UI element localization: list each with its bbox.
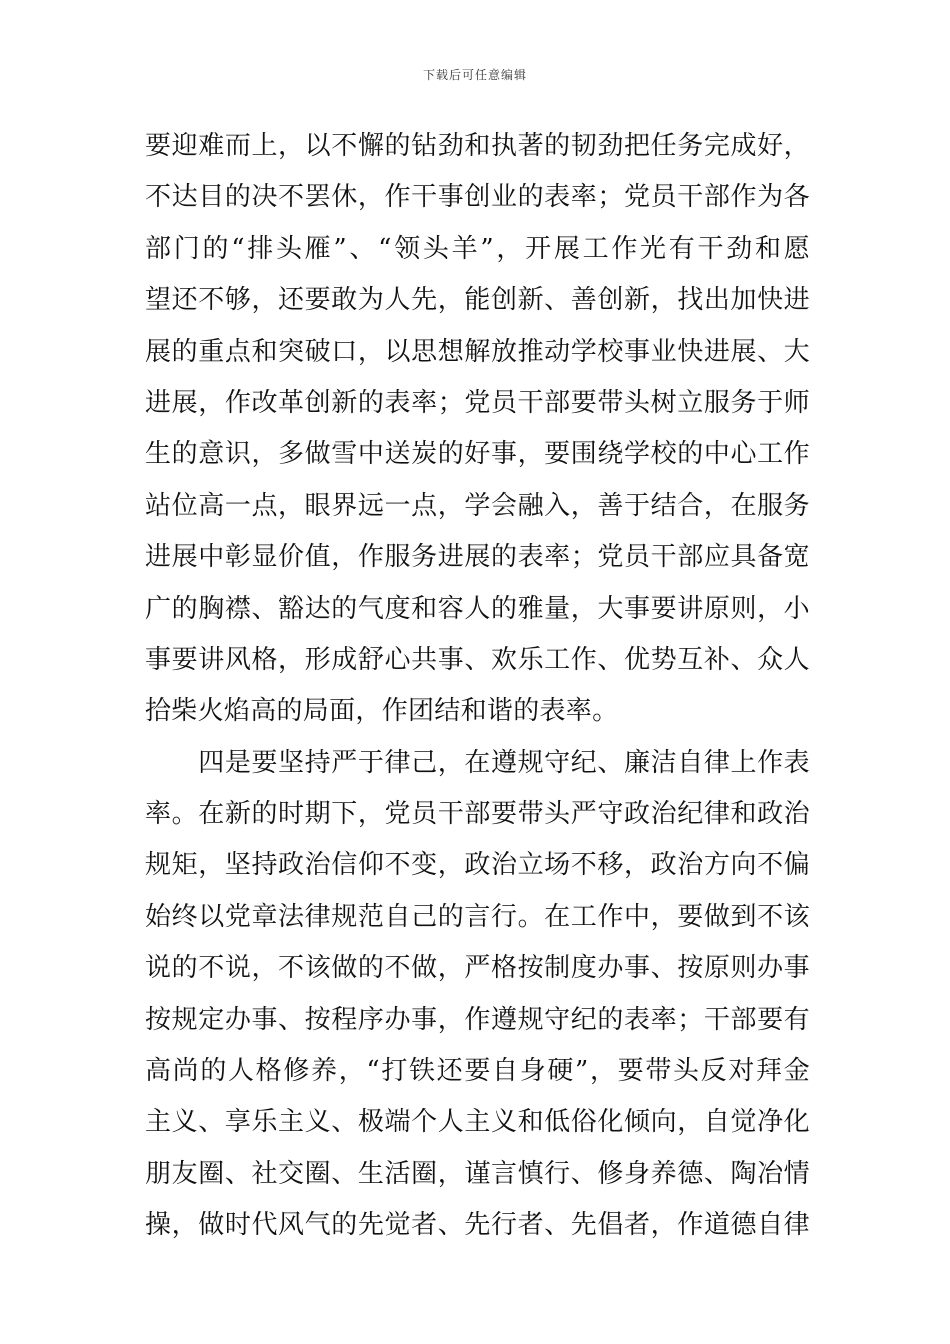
- text-line: 率。在新的时期下，党员干部要带头严守政治纪律和政治: [145, 799, 810, 830]
- text-line: 朋友圈、社交圈、生活圈，谨言慎行、修身养德、陶冶情: [145, 1158, 810, 1189]
- text-line: 进展，作改革创新的表率；党员干部要带头树立服务于师: [145, 387, 810, 418]
- text-line: 说的不说，不该做的不做，严格按制度办事、按原则办事: [145, 953, 810, 984]
- text-line: 主义、享乐主义、极端个人主义和低俗化倾向，自觉净化: [145, 1107, 810, 1138]
- text-line-paragraph-start: 四是要坚持严于律己，在遵规守纪、廉洁自律上作表: [145, 747, 810, 778]
- text-line: 高尚的人格修养，“打铁还要自身硬”，要带头反对拜金: [145, 1056, 810, 1087]
- text-line: 站位高一点，眼界远一点，学会融入，善于结合，在服务: [145, 490, 810, 521]
- text-line: 广的胸襟、豁达的气度和容人的雅量，大事要讲原则，小: [145, 593, 810, 624]
- text-line: 操，做时代风气的先觉者、先行者、先倡者，作道德自律: [145, 1210, 810, 1241]
- text-line: 展的重点和突破口，以思想解放推动学校事业快进展、大: [145, 336, 810, 367]
- text-line: 按规定办事、按程序办事，作遵规守纪的表率；干部要有: [145, 1004, 810, 1035]
- text-line: 事要讲风格，形成舒心共事、欢乐工作、优势互补、众人: [145, 644, 810, 675]
- text-line: 规矩，坚持政治信仰不变，政治立场不移，政治方向不偏: [145, 850, 810, 881]
- page-header: 下载后可任意编辑: [422, 68, 527, 82]
- text-line: 望还不够，还要敢为人先，能创新、善创新，找出加快进: [145, 285, 810, 316]
- document-body: [145, 121, 810, 1252]
- text-line: 部门的“排头雁”、“领头羊”，开展工作光有干劲和愿: [145, 233, 810, 264]
- text-line: 不达目的决不罢休，作干事创业的表率；党员干部作为各: [145, 182, 810, 213]
- text-line: 进展中彰显价值，作服务进展的表率；党员干部应具备宽: [145, 542, 810, 573]
- text-line: 生的意识，多做雪中送炭的好事，要围绕学校的中心工作: [145, 439, 810, 470]
- text-line: 要迎难而上，以不懈的钻劲和执著的韧劲把任务完成好，: [145, 131, 810, 161]
- text-line: 始终以党章法律规范自己的言行。在工作中，要做到不该: [145, 901, 810, 932]
- text-line-paragraph-end: 拾柴火焰高的局面，作团结和谐的表率。: [145, 696, 619, 727]
